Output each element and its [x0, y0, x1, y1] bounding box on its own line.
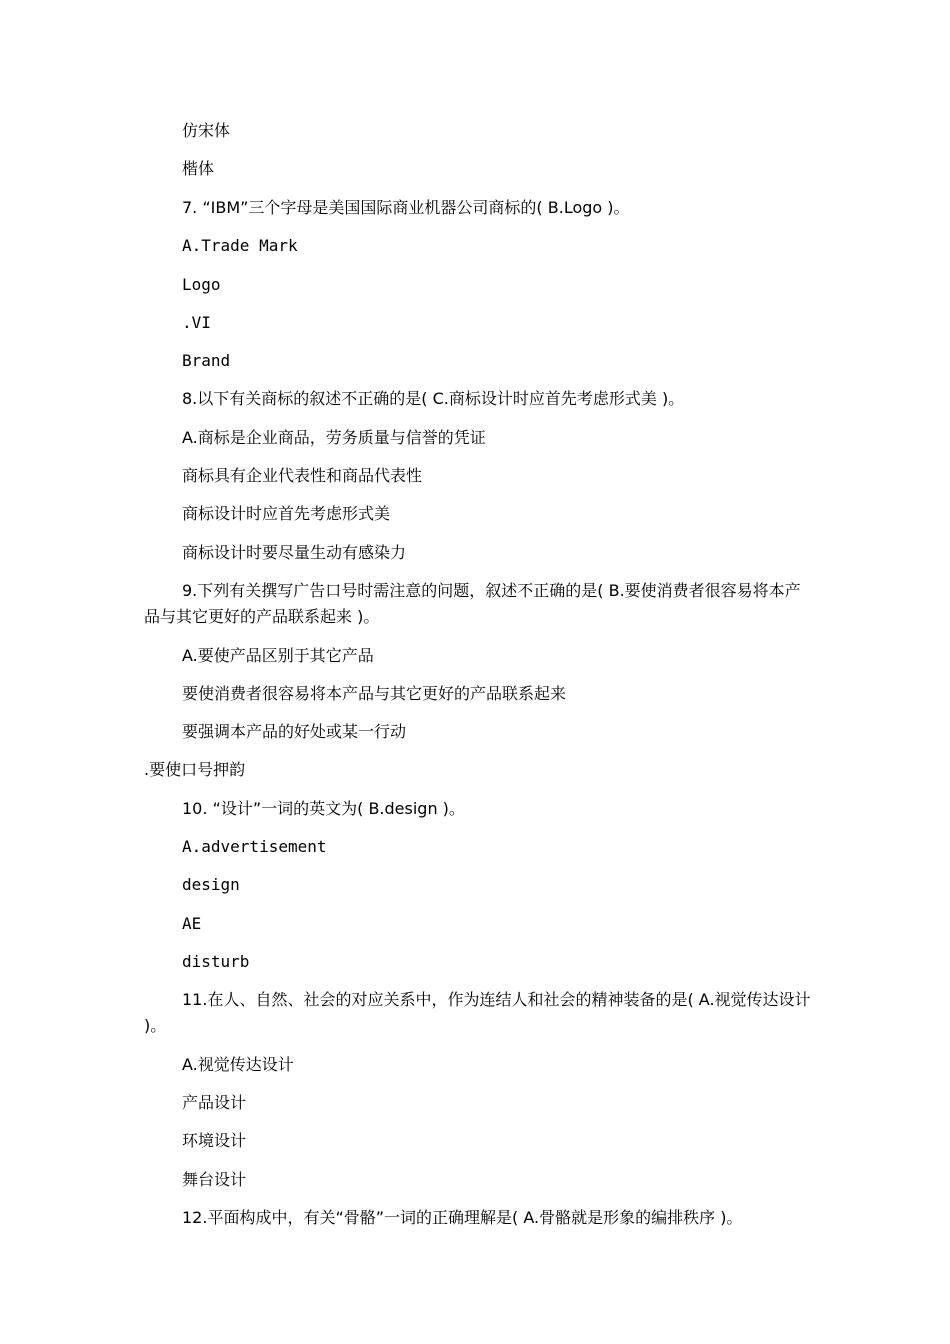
option-c: 商标设计时应首先考虑形式美 [182, 504, 391, 523]
option-a: A.Trade Mark [182, 236, 298, 255]
option-b: 产品设计 [182, 1093, 247, 1112]
option-d: disturb [182, 952, 250, 971]
option-b: design [182, 875, 240, 894]
option-c: 环境设计 [182, 1131, 247, 1150]
question-8: 8.以下有关商标的叙述不正确的是( C.商标设计时应首先考虑形式美 )。 [182, 389, 685, 408]
option-c: 要强调本产品的好处或某一行动 [182, 722, 407, 741]
option-c: .VI [182, 313, 211, 332]
option-b: 商标具有企业代表性和商品代表性 [182, 466, 423, 485]
option-d: .要使口号押韵 [144, 760, 246, 779]
option-d: Brand [182, 351, 231, 370]
option-a: A.商标是企业商品，劳务质量与信誉的凭证 [182, 428, 486, 447]
question-11: 11.在人、自然、社会的对应关系中，作为连结人和社会的精神装备的是( A.视觉传达设计 )。 [144, 990, 811, 1035]
question-12: 12.平面构成中，有关“骨骼”一词的正确理解是( A.骨骼就是形象的编排秩序 )。 [182, 1208, 743, 1227]
option-a: A.要使产品区别于其它产品 [182, 646, 374, 665]
option-d: 舞台设计 [182, 1170, 247, 1189]
question-9: 9.下列有关撰写广告口号时需注意的问题，叙述不正确的是( B.要使消费者很容易将本产品与其它更好的产品联系起来 )。 [144, 581, 801, 626]
question-7: 7. “IBM”三个字母是美国国际商业机器公司商标的( B.Logo )。 [182, 198, 630, 217]
option-b: 要使消费者很容易将本产品与其它更好的产品联系起来 [182, 684, 567, 703]
option-text: 仿宋体 [182, 121, 231, 140]
option-c: AE [182, 914, 202, 933]
question-10: 10. “设计”一词的英文为( B.design )。 [182, 799, 465, 818]
option-a: A.视觉传达设计 [182, 1055, 294, 1074]
option-text: 楷体 [182, 159, 215, 178]
option-d: 商标设计时要尽量生动有感染力 [182, 543, 407, 562]
option-b: Logo [182, 275, 221, 294]
option-a: A.advertisement [182, 837, 327, 856]
